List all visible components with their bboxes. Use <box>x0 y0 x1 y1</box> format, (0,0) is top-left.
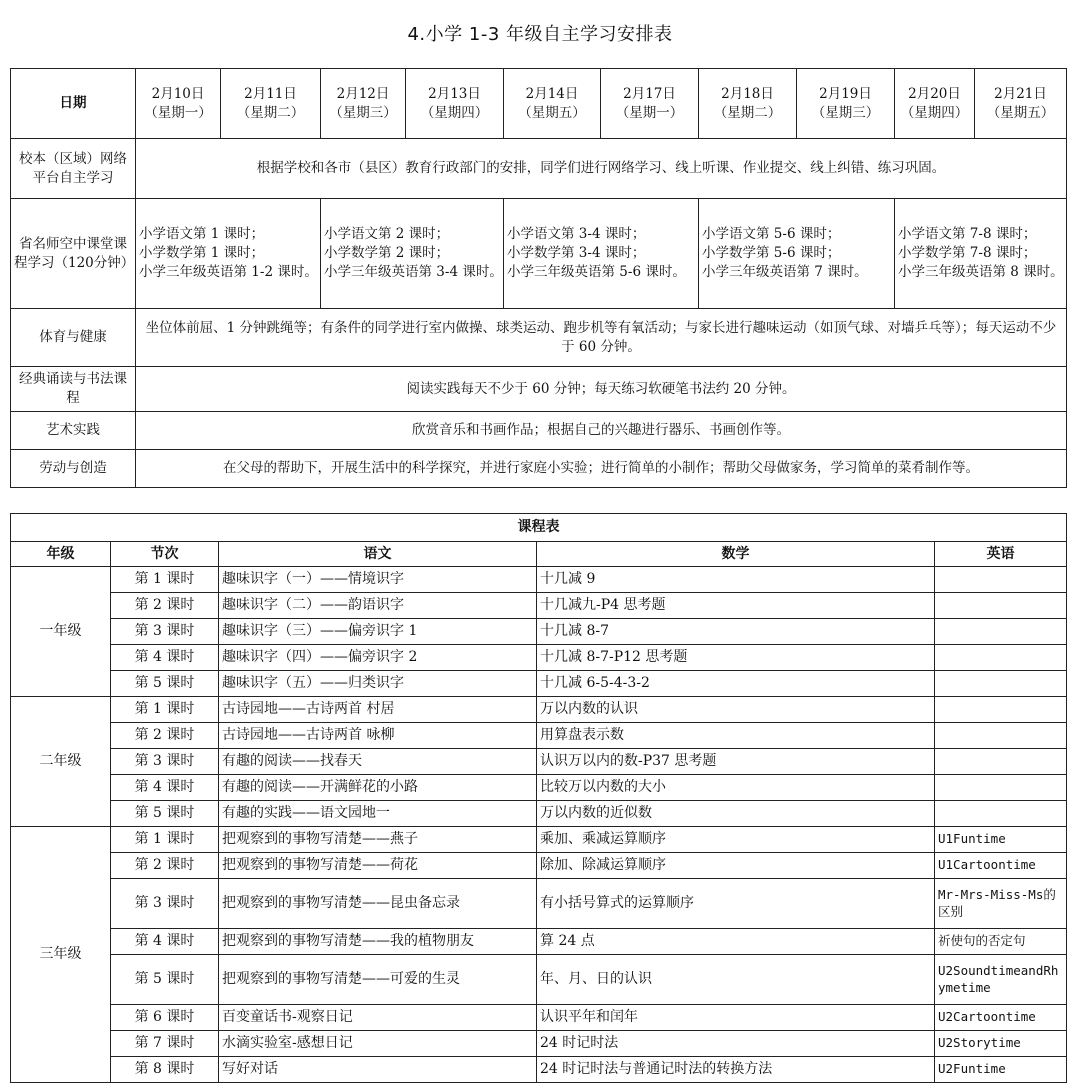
row-label: 艺术实践 <box>11 412 136 450</box>
chinese-cell: 有趣的阅读——开满鲜花的小路 <box>219 775 537 801</box>
period-cell: 第 6 课时 <box>111 1005 219 1031</box>
date-cell: 2月11日 （星期二） <box>221 69 321 139</box>
course-title-row <box>11 514 1067 542</box>
period-cell: 第 5 课时 <box>111 801 219 827</box>
math-cell: 24 时记时法 <box>537 1031 935 1057</box>
period-cell: 第 3 课时 <box>111 749 219 775</box>
date-cell: 2月12日 （星期三） <box>321 69 406 139</box>
table-row <box>11 749 1067 775</box>
english-cell: U1Funtime <box>935 827 1067 853</box>
table-row <box>11 853 1067 879</box>
math-cell: 用算盘表示数 <box>537 723 935 749</box>
english-cell: U2Storytime <box>935 1031 1067 1057</box>
chinese-cell: 有趣的实践——语文园地一 <box>219 801 537 827</box>
math-cell: 万以内数的认识 <box>537 697 935 723</box>
math-cell: 比较万以内数的大小 <box>537 775 935 801</box>
table-row <box>11 619 1067 645</box>
math-cell: 算 24 点 <box>537 929 935 955</box>
date-label: 日期 <box>11 69 136 139</box>
english-cell <box>935 697 1067 723</box>
date-cell: 2月10日 （星期一） <box>136 69 221 139</box>
period-cell: 第 5 课时 <box>111 671 219 697</box>
period-cell: 第 2 课时 <box>111 853 219 879</box>
table-row <box>11 723 1067 749</box>
grade-cell: 一年级 <box>11 567 111 697</box>
lesson-group: 小学语文第 1 课时； 小学数学第 1 课时； 小学三年级英语第 1-2 课时。 <box>136 199 321 309</box>
math-cell: 认识平年和闰年 <box>537 1005 935 1031</box>
labor-row <box>11 450 1067 488</box>
row-content: 根据学校和各市（县区）教育行政部门的安排，同学们进行网络学习、线上听课、作业提交、线上纠错、练习巩固。 <box>136 139 1067 199</box>
math-cell: 乘加、乘减运算顺序 <box>537 827 935 853</box>
english-cell <box>935 593 1067 619</box>
date-cell: 2月21日 （星期五） <box>975 69 1067 139</box>
chinese-cell: 趣味识字（三）——偏旁识字 1 <box>219 619 537 645</box>
chinese-cell: 把观察到的事物写清楚——我的植物朋友 <box>219 929 537 955</box>
lesson-group: 小学语文第 7-8 课时； 小学数学第 7-8 课时； 小学三年级英语第 8 课时。 <box>895 199 1067 309</box>
period-cell: 第 3 课时 <box>111 619 219 645</box>
chinese-cell: 趣味识字（四）——偏旁识字 2 <box>219 645 537 671</box>
lesson-group: 小学语文第 2 课时； 小学数学第 2 课时； 小学三年级英语第 3-4 课时。 <box>321 199 504 309</box>
grade-cell: 三年级 <box>11 827 111 1083</box>
period-cell: 第 1 课时 <box>111 567 219 593</box>
table-row <box>11 775 1067 801</box>
english-cell <box>935 775 1067 801</box>
date-row <box>11 69 1067 139</box>
pe-row <box>11 309 1067 367</box>
period-cell: 第 2 课时 <box>111 593 219 619</box>
period-cell: 第 4 课时 <box>111 775 219 801</box>
course-title: 课程表 <box>11 514 1067 542</box>
english-cell <box>935 801 1067 827</box>
row-label: 校本（区域）网络平台自主学习 <box>11 139 136 199</box>
reading-row <box>11 367 1067 412</box>
table-row <box>11 1031 1067 1057</box>
col-header-math: 数学 <box>537 542 935 567</box>
english-cell <box>935 723 1067 749</box>
english-cell: U2Funtime <box>935 1057 1067 1083</box>
math-cell: 年、月、日的认识 <box>537 955 935 1005</box>
col-header-english: 英语 <box>935 542 1067 567</box>
table-row <box>11 645 1067 671</box>
period-cell: 第 2 课时 <box>111 723 219 749</box>
table-row <box>11 697 1067 723</box>
schedule-table <box>10 68 1067 488</box>
math-cell: 万以内数的近似数 <box>537 801 935 827</box>
chinese-cell: 有趣的阅读——找春天 <box>219 749 537 775</box>
col-header-grade: 年级 <box>11 542 111 567</box>
table-row <box>11 827 1067 853</box>
date-cell: 2月20日 （星期四） <box>895 69 975 139</box>
period-cell: 第 4 课时 <box>111 645 219 671</box>
period-cell: 第 1 课时 <box>111 697 219 723</box>
date-cell: 2月19日 （星期三） <box>797 69 895 139</box>
date-cell: 2月13日 （星期四） <box>406 69 504 139</box>
page-title: 4.小学 1-3 年级自主学习安排表 <box>407 24 673 45</box>
period-cell: 第 1 课时 <box>111 827 219 853</box>
table-row <box>11 1057 1067 1083</box>
math-cell: 24 时记时法与普通记时法的转换方法 <box>537 1057 935 1083</box>
row-label: 劳动与创造 <box>11 450 136 488</box>
math-cell: 认识万以内的数-P37 思考题 <box>537 749 935 775</box>
english-cell: Mr-Mrs-Miss-Ms的区别 <box>935 879 1067 929</box>
chinese-cell: 古诗园地——古诗两首 村居 <box>219 697 537 723</box>
math-cell: 十几减九-P4 思考题 <box>537 593 935 619</box>
col-header-period: 节次 <box>111 542 219 567</box>
table-row <box>11 801 1067 827</box>
english-cell <box>935 645 1067 671</box>
chinese-cell: 趣味识字（二）——韵语识字 <box>219 593 537 619</box>
math-cell: 十几减 8-7-P12 思考题 <box>537 645 935 671</box>
math-cell: 除加、除减运算顺序 <box>537 853 935 879</box>
lesson-group: 小学语文第 5-6 课时； 小学数学第 5-6 课时； 小学三年级英语第 7 课时。 <box>699 199 895 309</box>
period-cell: 第 5 课时 <box>111 955 219 1005</box>
table-row <box>11 879 1067 929</box>
period-cell: 第 8 课时 <box>111 1057 219 1083</box>
chinese-cell: 把观察到的事物写清楚——昆虫备忘录 <box>219 879 537 929</box>
chinese-cell: 水滴实验室-感想日记 <box>219 1031 537 1057</box>
row-content: 坐位体前屈、1 分钟跳绳等；有条件的同学进行室内做操、球类运动、跑步机等有氧活动；与家长进行趣味运动（如顶气球、对墙乒乓等）；每天运动不少于 60 分钟。 <box>136 309 1067 367</box>
chinese-cell: 百变童话书-观察日记 <box>219 1005 537 1031</box>
english-cell: U2SoundtimeandRhymetime <box>935 955 1067 1005</box>
date-cell: 2月14日 （星期五） <box>504 69 601 139</box>
date-cell: 2月18日 （星期二） <box>699 69 797 139</box>
table-row <box>11 593 1067 619</box>
grade-cell: 二年级 <box>11 697 111 827</box>
math-cell: 有小括号算式的运算顺序 <box>537 879 935 929</box>
row-label: 体育与健康 <box>11 309 136 367</box>
table-row <box>11 567 1067 593</box>
math-cell: 十几减 9 <box>537 567 935 593</box>
chinese-cell: 趣味识字（一）——情境识字 <box>219 567 537 593</box>
network-row <box>11 139 1067 199</box>
english-cell <box>935 567 1067 593</box>
chinese-cell: 把观察到的事物写清楚——可爱的生灵 <box>219 955 537 1005</box>
chinese-cell: 写好对话 <box>219 1057 537 1083</box>
english-cell: U1Cartoontime <box>935 853 1067 879</box>
chinese-cell: 把观察到的事物写清楚——燕子 <box>219 827 537 853</box>
course-table <box>10 513 1067 1083</box>
period-cell: 第 3 课时 <box>111 879 219 929</box>
math-cell: 十几减 8-7 <box>537 619 935 645</box>
table-row <box>11 671 1067 697</box>
chinese-cell: 把观察到的事物写清楚——荷花 <box>219 853 537 879</box>
english-cell: 祈使句的否定句 <box>935 929 1067 955</box>
row-content: 欣赏音乐和书画作品；根据自己的兴趣进行器乐、书画创作等。 <box>136 412 1067 450</box>
row-content: 在父母的帮助下，开展生活中的科学探究，并进行家庭小实验；进行简单的小制作；帮助父母做家务，学习简单的菜肴制作等。 <box>136 450 1067 488</box>
course-header-row <box>11 542 1067 567</box>
table-row <box>11 1005 1067 1031</box>
period-cell: 第 7 课时 <box>111 1031 219 1057</box>
row-content: 阅读实践每天不少于 60 分钟；每天练习软硬笔书法约 20 分钟。 <box>136 367 1067 412</box>
period-cell: 第 4 课时 <box>111 929 219 955</box>
lesson-group: 小学语文第 3-4 课时； 小学数学第 3-4 课时； 小学三年级英语第 5-6 课时。 <box>504 199 699 309</box>
english-cell: U2Cartoontime <box>935 1005 1067 1031</box>
english-cell <box>935 749 1067 775</box>
art-row <box>11 412 1067 450</box>
english-cell <box>935 671 1067 697</box>
table-row <box>11 929 1067 955</box>
english-cell <box>935 619 1067 645</box>
col-header-chinese: 语文 <box>219 542 537 567</box>
chinese-cell: 古诗园地——古诗两首 咏柳 <box>219 723 537 749</box>
row-label: 省名师空中课堂课程学习（120分钟） <box>11 199 136 309</box>
math-cell: 十几减 6-5-4-3-2 <box>537 671 935 697</box>
table-row <box>11 955 1067 1005</box>
chinese-cell: 趣味识字（五）——归类识字 <box>219 671 537 697</box>
famous-teacher-row <box>11 199 1067 309</box>
row-label: 经典诵读与书法课程 <box>11 367 136 412</box>
date-cell: 2月17日 （星期一） <box>601 69 699 139</box>
